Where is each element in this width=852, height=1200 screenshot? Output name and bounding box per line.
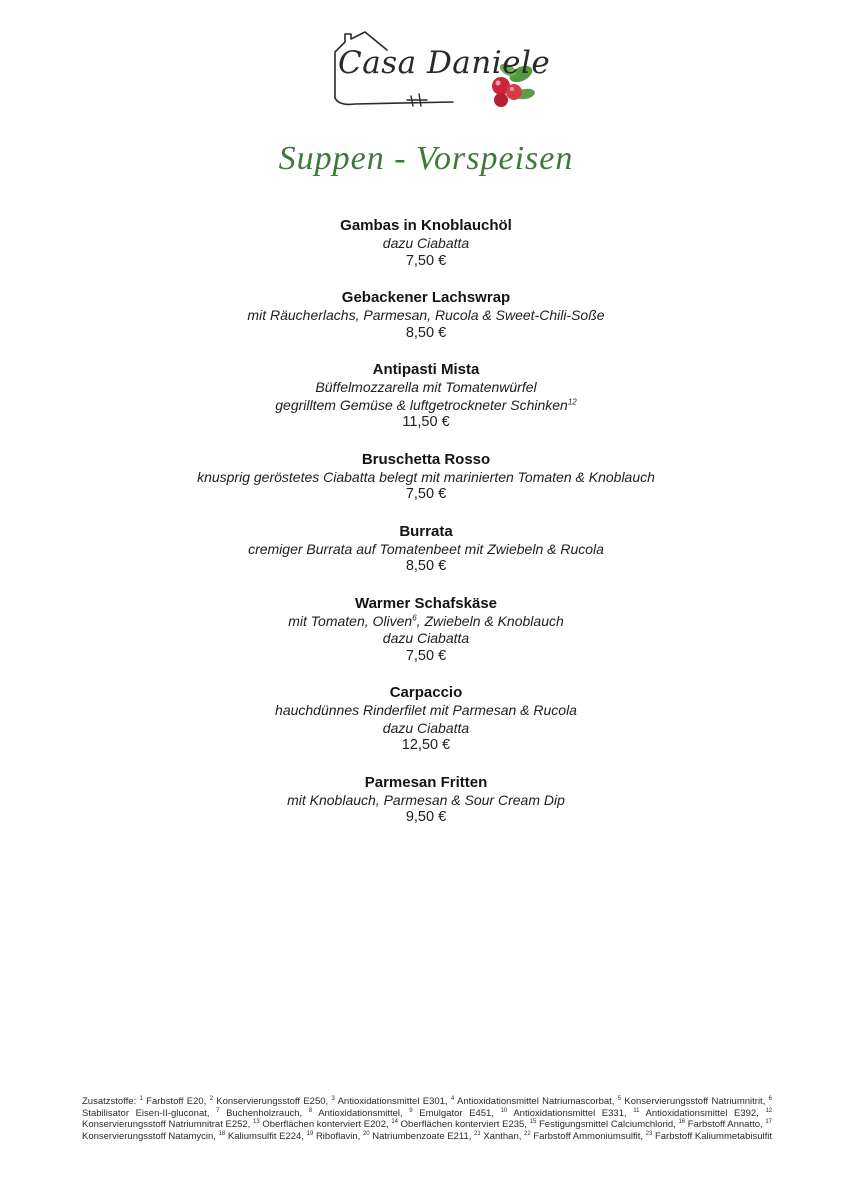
dish-description: dazu Ciabatta [382,719,470,736]
footnote-item: Natriumbenzoate E211, [372,1130,472,1142]
footnote-number: 18 [218,1130,226,1137]
footnote-item: Antioxidationsmittel Natriumascorbat, [456,1096,615,1107]
footnote-number: 23 [645,1130,653,1137]
dish-name: Warmer Schafskäse [354,594,498,612]
footnote-item: Kaliumsulfit E224, [227,1130,304,1142]
dish-description-text: mit Tomaten, Oliven [288,612,413,629]
footnote-number: 4 [450,1095,455,1102]
footnote-number: 16 [678,1119,686,1126]
menu-list [0,216,852,845]
footnote-number: 12 [765,1107,773,1114]
menu-item [0,216,852,270]
dish-description-text: gegrilltem Gemüse & luftgetrockneter Schinken [275,396,568,413]
footnote-number: 22 [524,1130,531,1137]
footnote-number: 5 [617,1095,622,1102]
footnote-item: Konservierungsstoff Natamycin, [82,1130,216,1142]
dish-description: mit Räucherlachs, Parmesan, Rucola & Sweet-Chili-Soße [247,307,605,323]
footnote-item: Farbstoff Ammoniumsulfit, [533,1130,643,1142]
dish-description: Büffelmozzarella mit Tomatenwürfel [315,379,537,395]
footnote-number: 3 [331,1095,335,1102]
footnote-number: 20 [362,1130,370,1137]
dish-price: 7,50 € [405,486,447,502]
footnote-number: 14 [391,1119,398,1126]
dish-price: 9,50 € [405,809,447,825]
dish-price: 12,50 € [401,737,451,753]
footnote-item: Antioxidationsmittel E392, [645,1107,759,1119]
footnote-item: Buchenholzrauch, [226,1107,303,1119]
dish-description: cremiger Burrata auf Tomatenbeet mit Zwiebeln & Rucola [248,540,604,557]
footnote-item: Farbstoff E20, [146,1096,207,1107]
footnote-number: 7 [216,1107,220,1114]
footnote-item: Festigungsmittel Calciumchlorid, [538,1119,676,1131]
footnote-item: Antioxidationsmittel E301, [337,1096,448,1107]
dish-name: Gambas in Knoblauchöl [340,217,512,234]
additive-ref: 12 [567,396,577,406]
dish-price: 7,50 € [405,252,447,269]
dish-name: Bruschetta Rosso [361,450,491,468]
menu-item [0,288,852,342]
footnote-number: 11 [633,1107,640,1114]
dish-description-line [0,613,852,631]
footnote-number: 2 [209,1095,213,1102]
footnote-item: Konservierungsstoff Natriumnitrat E252, [82,1119,251,1131]
menu-item [0,773,852,827]
additives-footnote [82,1096,772,1142]
additive-ref: 6 [412,612,417,622]
footnote-number: 13 [253,1119,260,1126]
footnote-item: Xanthan, [483,1130,522,1142]
footnote-number: 9 [409,1107,413,1114]
footnote-item: Oberflächen konterviert E202, [262,1119,389,1131]
dish-description: dazu Ciabatta [382,235,470,251]
dish-name: Burrata [399,522,453,540]
footnote-number: 10 [500,1107,508,1114]
menu-item [0,450,852,504]
dish-price: 8,50 € [405,324,447,341]
dish-description-text: , Zwiebeln & Knoblauch [416,612,564,629]
footnote-number: 6 [768,1095,772,1102]
dish-price: 11,50 € [402,414,450,430]
footnote-number: 15 [529,1119,537,1126]
footnote-number: 8 [308,1107,313,1114]
dish-description: dazu Ciabatta [382,630,470,646]
footnote-item: Antioxidationsmittel E331, [513,1107,627,1119]
footnote-number: 19 [306,1130,314,1137]
menu-item [0,683,852,755]
dish-description: mit Knoblauch, Parmesan & Sour Cream Dip [287,791,565,808]
footnote-item: Farbstoff Kaliummetabisulfit [654,1130,773,1142]
logo-text: Casa Daniele [338,45,551,81]
footnote-item: Konservierungsstoff Natriumnitrit, [624,1096,766,1107]
dish-name: Parmesan Fritten [364,773,488,791]
menu-item [0,360,852,432]
dish-description-line [0,397,852,415]
footnote-item: Emulgator E451, [419,1107,494,1119]
footnote-number: 17 [765,1119,773,1126]
footnote-item: Konservierungsstoff E250, [216,1096,329,1107]
menu-item [0,522,852,576]
logo [325,30,551,115]
section-title: Suppen - Vorspeisen [278,140,574,177]
dish-name: Carpaccio [389,684,463,701]
footnote-number: 21 [474,1130,481,1137]
footnote-item: Riboflavin, [315,1130,361,1142]
footnote-item: Oberflächen konterviert E235, [400,1119,527,1131]
dish-description: hauchdünnes Rinderfilet mit Parmesan & Rucola [275,702,577,718]
dish-description: knusprig geröstetes Ciabatta belegt mit marinierten Tomaten & Knoblauch [197,468,655,485]
dish-price: 7,50 € [405,647,447,664]
dish-name: Gebackener Lachswrap [341,289,511,306]
footnote-number: 1 [139,1095,143,1102]
footnote-item: Antioxidationsmittel, [318,1107,403,1119]
dish-name: Antipasti Mista [372,361,480,378]
footnote-item: Farbstoff Annatto, [687,1119,763,1131]
dish-price: 8,50 € [405,558,447,574]
footnote-item: Stabilisator Eisen-II-gluconat, [82,1107,210,1119]
menu-item [0,594,852,666]
footnote-label: Zusatzstoffe: [82,1096,137,1107]
